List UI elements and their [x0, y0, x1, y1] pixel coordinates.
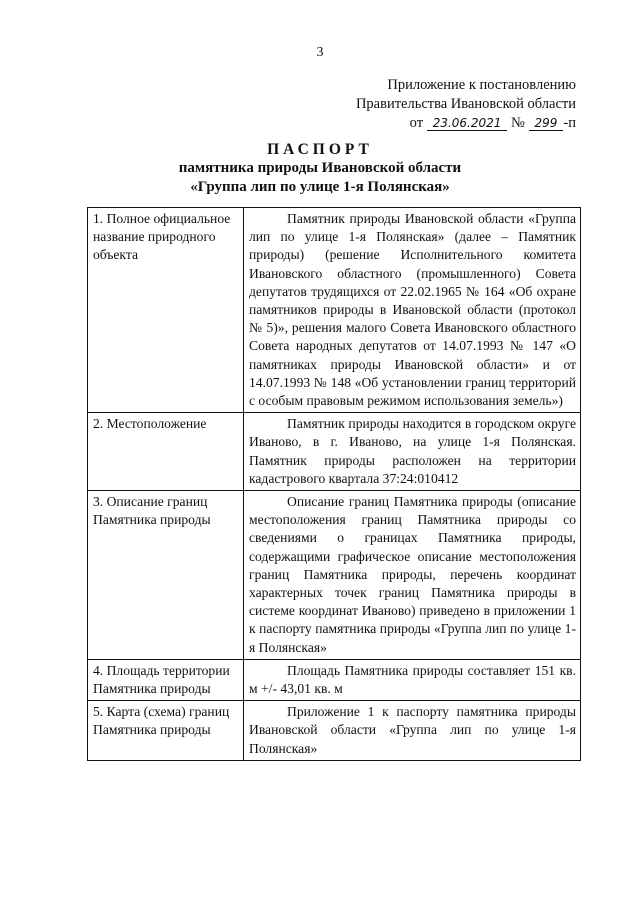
number-suffix: -п — [563, 115, 576, 131]
date-prefix: от — [409, 115, 424, 131]
title-object-name: «Группа лип по улице 1-я Полянская» — [190, 179, 450, 195]
row-value: Памятник природы находится в городском округе Иваново, в г. Иваново, на улице 1-я Полянская. Памятник природы расположен на территории кадастрового квартала 37:24:010412 — [244, 413, 581, 491]
row-label: 4. Площадь территории Памятника природы — [88, 659, 244, 700]
appendix-date-line — [356, 114, 576, 133]
appendix-line-2: Правительства Ивановской области — [355, 96, 576, 112]
row-value: Площадь Памятника природы составляет 151 кв. м +/- 43,01 кв. м — [244, 659, 581, 700]
table-row — [88, 701, 581, 761]
document-title — [0, 140, 640, 197]
title-subject: памятника природы Ивановской области — [178, 160, 462, 176]
row-label: 3. Описание границ Памятника природы — [88, 491, 244, 660]
row-label: 1. Полное официальное название природного объекта — [88, 208, 244, 413]
row-label: 2. Местоположение — [88, 413, 244, 491]
row-value: Памятник природы Ивановской области «Группа лип по улице 1-я Полянская» (далее – Памятник природы) (решение Исполнительного комитета Ивановского областного (промышленного) Совета депутатов трудящихся от 22.02.1965 № 164 «Об охране памятников природы в Ивановской области (протокол № 5)», решения малого Совета Ивановского областного Совета народных депутатов от 14.07.1993 № 147 «О памятниках природы Ивановской области» и от 14.07.1993 № 148 «Об установлении границ территорий с особым правовым режимом использования земель») — [244, 208, 581, 413]
row-label: 5. Карта (схема) границ Памятника природы — [88, 701, 244, 761]
table-row — [88, 491, 581, 660]
page-number: 3 — [316, 45, 324, 60]
passport-table — [87, 207, 581, 761]
handwritten-number: 299 — [529, 116, 564, 131]
row-value: Описание границ Памятника природы (описание местоположения границ Памятника природы со сведениями о границах Памятника природы, содержащими графическое описание местоположения границ Памятника природы, перечень координат характерных точек границ Памятника природы в системе координат Иваново) приведено в приложении 1 к паспорту памятника природы «Группа лип по улице 1-я Полянская» — [244, 491, 581, 660]
table-row — [88, 208, 581, 413]
table-row — [88, 659, 581, 700]
row-value: Приложение 1 к паспорту памятника природы Ивановской области «Группа лип по улице 1-я Полянская» — [244, 701, 581, 761]
handwritten-date: 23.06.2021 — [427, 116, 508, 131]
appendix-header — [356, 76, 576, 133]
number-prefix: № — [511, 115, 525, 131]
table-row — [88, 413, 581, 491]
appendix-line-1: Приложение к постановлению — [387, 77, 576, 93]
title-passport: ПАСПОРТ — [267, 141, 373, 158]
